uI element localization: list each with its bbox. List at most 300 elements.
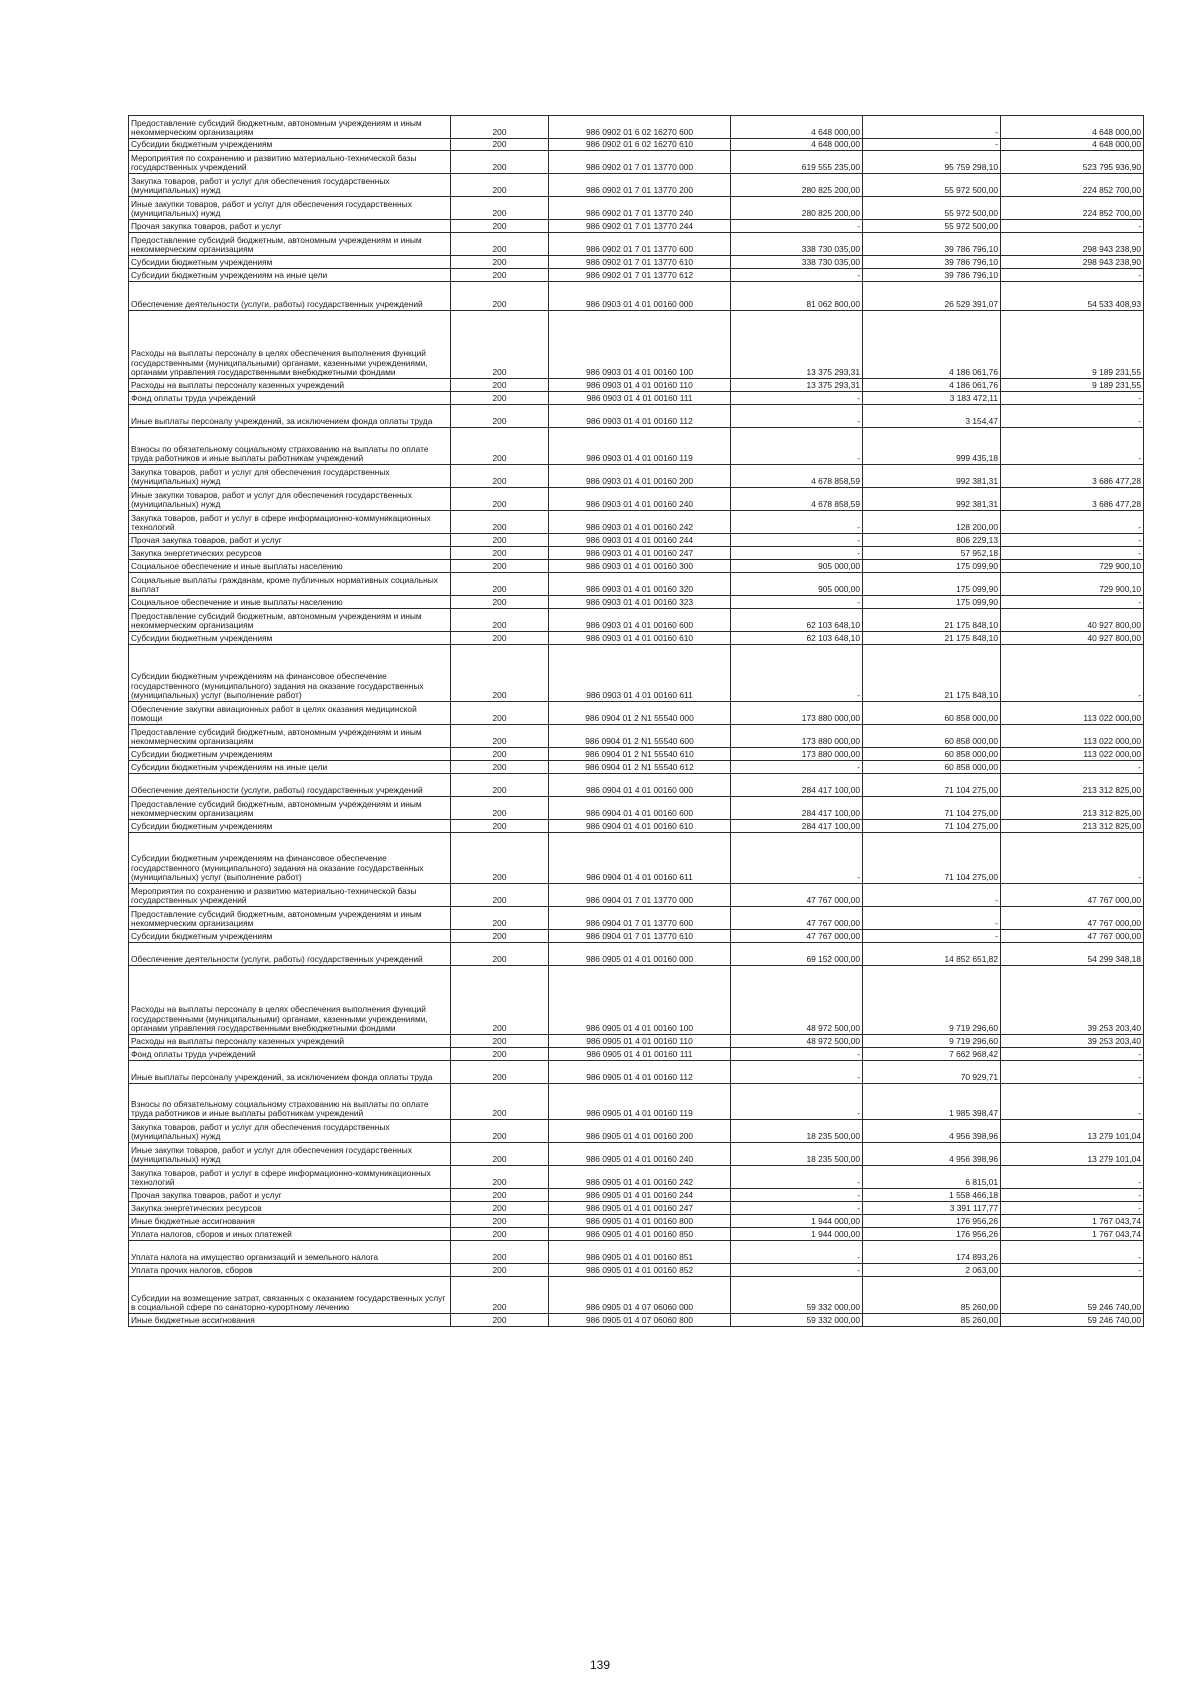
table-row: [129, 1035, 1144, 1048]
line-code: 200: [451, 884, 549, 907]
line-item-name: Субсидии бюджетным учреждениям на иные цели: [129, 269, 451, 282]
unexecuted-amount: -: [1001, 1241, 1144, 1264]
executed-amount: 39 786 796,10: [863, 269, 1001, 282]
line-item-name: Субсидии на возмещение затрат, связанных с оказанием государственных услуг в социальной сфере по санаторно-курортному лечению: [129, 1277, 451, 1314]
executed-amount: 39 786 796,10: [863, 233, 1001, 256]
approved-amount: 59 332 000,00: [731, 1277, 863, 1314]
line-item-name: Иные выплаты персоналу учреждений, за исключением фонда оплаты труда: [129, 1061, 451, 1084]
approved-amount: 1 944 000,00: [731, 1228, 863, 1241]
approved-amount: -: [731, 1061, 863, 1084]
line-code: 200: [451, 1143, 549, 1166]
approved-amount: -: [731, 761, 863, 774]
line-code: 200: [451, 220, 549, 233]
budget-classification-code: 986 0905 01 4 01 00160 100: [549, 966, 731, 1035]
executed-amount: 9 719 296,60: [863, 1035, 1001, 1048]
approved-amount: -: [731, 1189, 863, 1202]
unexecuted-amount: 1 767 043,74: [1001, 1215, 1144, 1228]
approved-amount: 284 417 100,00: [731, 820, 863, 833]
line-code: 200: [451, 233, 549, 256]
table-row: [129, 1215, 1144, 1228]
line-item-name: Прочая закупка товаров, работ и услуг: [129, 534, 451, 547]
unexecuted-amount: 39 253 203,40: [1001, 1035, 1144, 1048]
executed-amount: 6 815,01: [863, 1166, 1001, 1189]
budget-classification-code: 986 0904 01 2 N1 55540 610: [549, 748, 731, 761]
line-code: 200: [451, 1241, 549, 1264]
approved-amount: 905 000,00: [731, 573, 863, 596]
budget-execution-table: [128, 115, 1144, 1327]
line-code: 200: [451, 174, 549, 197]
unexecuted-amount: 59 246 740,00: [1001, 1277, 1144, 1314]
approved-amount: 81 062 800,00: [731, 282, 863, 311]
budget-classification-code: 986 0905 01 4 01 00160 000: [549, 943, 731, 966]
approved-amount: -: [731, 833, 863, 884]
budget-classification-code: 986 0903 01 4 01 00160 100: [549, 311, 731, 379]
executed-amount: 21 175 848,10: [863, 645, 1001, 702]
table-row: [129, 392, 1144, 405]
line-code: 200: [451, 269, 549, 282]
line-item-name: Закупка товаров, работ и услуг для обеспечения государственных (муниципальных) нужд: [129, 174, 451, 197]
line-code: 200: [451, 1264, 549, 1277]
executed-amount: 39 786 796,10: [863, 256, 1001, 269]
line-code: 200: [451, 511, 549, 534]
approved-amount: 280 825 200,00: [731, 174, 863, 197]
executed-amount: 95 759 298,10: [863, 151, 1001, 174]
executed-amount: -: [863, 116, 1001, 139]
table-row: [129, 1120, 1144, 1143]
executed-amount: 71 104 275,00: [863, 833, 1001, 884]
line-code: 200: [451, 534, 549, 547]
budget-classification-code: 986 0903 01 4 01 00160 110: [549, 379, 731, 392]
budget-classification-code: 986 0905 01 4 01 00160 850: [549, 1228, 731, 1241]
budget-classification-code: 986 0905 01 4 07 06060 800: [549, 1314, 731, 1327]
executed-amount: 175 099,90: [863, 560, 1001, 573]
table-row: [129, 116, 1144, 139]
unexecuted-amount: 298 943 238,90: [1001, 256, 1144, 269]
line-item-name: Субсидии бюджетным учреждениям на финансовое обеспечение государственного (муниципального) задания на оказание государственных (муниципальных) услуг (выполнение работ): [129, 833, 451, 884]
line-item-name: Субсидии бюджетным учреждениям: [129, 632, 451, 645]
approved-amount: -: [731, 511, 863, 534]
table-row: [129, 884, 1144, 907]
executed-amount: 55 972 500,00: [863, 220, 1001, 233]
table-body: [129, 116, 1144, 1327]
line-item-name: Иные закупки товаров, работ и услуг для обеспечения государственных (муниципальных) нужд: [129, 1143, 451, 1166]
table-row: [129, 465, 1144, 488]
approved-amount: 173 880 000,00: [731, 748, 863, 761]
executed-amount: 4 956 398,96: [863, 1143, 1001, 1166]
line-item-name: Расходы на выплаты персоналу в целях обеспечения выполнения функций государственными (муниципальными) органами, казенными учреждениями, органами управления государственными внебюджетными фондами: [129, 966, 451, 1035]
table-row: [129, 966, 1144, 1035]
unexecuted-amount: 59 246 740,00: [1001, 1314, 1144, 1327]
unexecuted-amount: 39 253 203,40: [1001, 966, 1144, 1035]
line-code: 200: [451, 820, 549, 833]
unexecuted-amount: -: [1001, 645, 1144, 702]
line-item-name: Закупка энергетических ресурсов: [129, 1202, 451, 1215]
line-code: 200: [451, 702, 549, 725]
line-item-name: Расходы на выплаты персоналу казенных учреждений: [129, 1035, 451, 1048]
line-item-name: Уплата прочих налогов, сборов: [129, 1264, 451, 1277]
executed-amount: 175 099,90: [863, 573, 1001, 596]
line-item-name: Мероприятия по сохранению и развитию материально-технической базы государственных учреждений: [129, 151, 451, 174]
line-item-name: Прочая закупка товаров, работ и услуг: [129, 1189, 451, 1202]
line-item-name: Закупка товаров, работ и услуг для обеспечения государственных (муниципальных) нужд: [129, 1120, 451, 1143]
unexecuted-amount: -: [1001, 269, 1144, 282]
budget-classification-code: 986 0905 01 4 01 00160 119: [549, 1084, 731, 1120]
executed-amount: 999 435,18: [863, 428, 1001, 465]
approved-amount: 4 648 000,00: [731, 116, 863, 139]
approved-amount: -: [731, 534, 863, 547]
unexecuted-amount: 54 299 348,18: [1001, 943, 1144, 966]
approved-amount: 48 972 500,00: [731, 966, 863, 1035]
budget-classification-code: 986 0902 01 7 01 13770 200: [549, 174, 731, 197]
line-item-name: Субсидии бюджетным учреждениям: [129, 748, 451, 761]
budget-classification-code: 986 0903 01 4 01 00160 119: [549, 428, 731, 465]
table-row: [129, 282, 1144, 311]
table-row: [129, 139, 1144, 151]
line-code: 200: [451, 761, 549, 774]
line-code: 200: [451, 748, 549, 761]
executed-amount: 128 200,00: [863, 511, 1001, 534]
budget-classification-code: 986 0904 01 2 N1 55540 612: [549, 761, 731, 774]
budget-classification-code: 986 0903 01 4 01 00160 200: [549, 465, 731, 488]
table-row: [129, 151, 1144, 174]
budget-classification-code: 986 0902 01 7 01 13770 612: [549, 269, 731, 282]
approved-amount: 4 678 858,59: [731, 488, 863, 511]
unexecuted-amount: -: [1001, 1061, 1144, 1084]
line-code: 200: [451, 116, 549, 139]
table-row: [129, 774, 1144, 797]
approved-amount: 4 648 000,00: [731, 139, 863, 151]
unexecuted-amount: -: [1001, 220, 1144, 233]
unexecuted-amount: 113 022 000,00: [1001, 725, 1144, 748]
line-item-name: Фонд оплаты труда учреждений: [129, 392, 451, 405]
line-item-name: Расходы на выплаты персоналу в целях обеспечения выполнения функций государственными (муниципальными) органами, казенными учреждениями, органами управления государственными внебюджетными фондами: [129, 311, 451, 379]
line-item-name: Прочая закупка товаров, работ и услуг: [129, 220, 451, 233]
unexecuted-amount: 113 022 000,00: [1001, 748, 1144, 761]
line-code: 200: [451, 465, 549, 488]
budget-classification-code: 986 0904 01 4 01 00160 611: [549, 833, 731, 884]
executed-amount: 71 104 275,00: [863, 820, 1001, 833]
executed-amount: 55 972 500,00: [863, 174, 1001, 197]
unexecuted-amount: 213 312 825,00: [1001, 774, 1144, 797]
line-item-name: Субсидии бюджетным учреждениям: [129, 139, 451, 151]
line-code: 200: [451, 833, 549, 884]
unexecuted-amount: -: [1001, 596, 1144, 609]
approved-amount: 48 972 500,00: [731, 1035, 863, 1048]
budget-classification-code: 986 0903 01 4 01 00160 600: [549, 609, 731, 632]
unexecuted-amount: 9 189 231,55: [1001, 311, 1144, 379]
executed-amount: 70 929,71: [863, 1061, 1001, 1084]
executed-amount: 85 260,00: [863, 1314, 1001, 1327]
unexecuted-amount: 3 686 477,28: [1001, 488, 1144, 511]
budget-classification-code: 986 0903 01 4 01 00160 247: [549, 547, 731, 560]
unexecuted-amount: 213 312 825,00: [1001, 797, 1144, 820]
budget-classification-code: 986 0903 01 4 01 00160 112: [549, 405, 731, 428]
unexecuted-amount: 47 767 000,00: [1001, 930, 1144, 943]
line-item-name: Обеспечение деятельности (услуги, работы) государственных учреждений: [129, 282, 451, 311]
table-row: [129, 1048, 1144, 1061]
line-code: 200: [451, 547, 549, 560]
budget-classification-code: 986 0904 01 7 01 13770 600: [549, 907, 731, 930]
budget-classification-code: 986 0904 01 2 N1 55540 000: [549, 702, 731, 725]
budget-classification-code: 986 0904 01 4 01 00160 000: [549, 774, 731, 797]
line-code: 200: [451, 488, 549, 511]
line-item-name: Предоставление субсидий бюджетным, автономным учреждениям и иным некоммерческим организациям: [129, 797, 451, 820]
unexecuted-amount: 729 900,10: [1001, 560, 1144, 573]
budget-classification-code: 986 0905 01 4 01 00160 240: [549, 1143, 731, 1166]
line-code: 200: [451, 282, 549, 311]
approved-amount: 284 417 100,00: [731, 774, 863, 797]
approved-amount: 284 417 100,00: [731, 797, 863, 820]
line-item-name: Закупка энергетических ресурсов: [129, 547, 451, 560]
unexecuted-amount: -: [1001, 392, 1144, 405]
executed-amount: -: [863, 139, 1001, 151]
line-item-name: Уплата налогов, сборов и иных платежей: [129, 1228, 451, 1241]
budget-classification-code: 986 0902 01 7 01 13770 244: [549, 220, 731, 233]
approved-amount: 280 825 200,00: [731, 197, 863, 220]
table-row: [129, 596, 1144, 609]
budget-classification-code: 986 0904 01 4 01 00160 610: [549, 820, 731, 833]
executed-amount: 2 063,00: [863, 1264, 1001, 1277]
budget-classification-code: 986 0903 01 4 01 00160 300: [549, 560, 731, 573]
table-row: [129, 1143, 1144, 1166]
unexecuted-amount: 9 189 231,55: [1001, 379, 1144, 392]
line-item-name: Предоставление субсидий бюджетным, автономным учреждениям и иным некоммерческим организациям: [129, 609, 451, 632]
executed-amount: 992 381,31: [863, 488, 1001, 511]
unexecuted-amount: 113 022 000,00: [1001, 702, 1144, 725]
line-item-name: Фонд оплаты труда учреждений: [129, 1048, 451, 1061]
approved-amount: 4 678 858,59: [731, 465, 863, 488]
executed-amount: 60 858 000,00: [863, 725, 1001, 748]
table-row: [129, 1189, 1144, 1202]
line-item-name: Иные бюджетные ассигнования: [129, 1314, 451, 1327]
budget-classification-code: 986 0903 01 4 01 00160 242: [549, 511, 731, 534]
table-row: [129, 907, 1144, 930]
unexecuted-amount: 224 852 700,00: [1001, 174, 1144, 197]
line-code: 200: [451, 560, 549, 573]
unexecuted-amount: -: [1001, 1202, 1144, 1215]
unexecuted-amount: -: [1001, 761, 1144, 774]
unexecuted-amount: -: [1001, 405, 1144, 428]
budget-classification-code: 986 0902 01 6 02 16270 610: [549, 139, 731, 151]
table-row: [129, 930, 1144, 943]
executed-amount: 57 952,18: [863, 547, 1001, 560]
line-item-name: Закупка товаров, работ и услуг для обеспечения государственных (муниципальных) нужд: [129, 465, 451, 488]
line-code: 200: [451, 1035, 549, 1048]
budget-classification-code: 986 0904 01 4 01 00160 600: [549, 797, 731, 820]
approved-amount: -: [731, 1241, 863, 1264]
line-item-name: Расходы на выплаты персоналу казенных учреждений: [129, 379, 451, 392]
budget-classification-code: 986 0903 01 4 01 00160 000: [549, 282, 731, 311]
approved-amount: -: [731, 220, 863, 233]
approved-amount: 59 332 000,00: [731, 1314, 863, 1327]
unexecuted-amount: -: [1001, 1084, 1144, 1120]
line-item-name: Субсидии бюджетным учреждениям: [129, 930, 451, 943]
line-item-name: Субсидии бюджетным учреждениям: [129, 820, 451, 833]
approved-amount: -: [731, 269, 863, 282]
line-item-name: Предоставление субсидий бюджетным, автономным учреждениям и иным некоммерческим организациям: [129, 725, 451, 748]
line-item-name: Субсидии бюджетным учреждениям на финансовое обеспечение государственного (муниципального) задания на оказание государственных (муниципальных) услуг (выполнение работ): [129, 645, 451, 702]
approved-amount: 18 235 500,00: [731, 1120, 863, 1143]
line-code: 200: [451, 632, 549, 645]
approved-amount: 47 767 000,00: [731, 930, 863, 943]
table-row: [129, 797, 1144, 820]
line-code: 200: [451, 1314, 549, 1327]
line-code: 200: [451, 311, 549, 379]
line-code: 200: [451, 1048, 549, 1061]
budget-classification-code: 986 0905 01 4 01 00160 242: [549, 1166, 731, 1189]
table-row: [129, 748, 1144, 761]
line-code: 200: [451, 151, 549, 174]
unexecuted-amount: 523 795 936,90: [1001, 151, 1144, 174]
approved-amount: -: [731, 392, 863, 405]
budget-classification-code: 986 0904 01 7 01 13770 000: [549, 884, 731, 907]
budget-classification-code: 986 0903 01 4 01 00160 323: [549, 596, 731, 609]
unexecuted-amount: 729 900,10: [1001, 573, 1144, 596]
approved-amount: -: [731, 1202, 863, 1215]
unexecuted-amount: -: [1001, 511, 1144, 534]
table-row: [129, 573, 1144, 596]
budget-classification-code: 986 0903 01 4 01 00160 611: [549, 645, 731, 702]
table-row: [129, 833, 1144, 884]
line-code: 200: [451, 139, 549, 151]
executed-amount: 4 956 398,96: [863, 1120, 1001, 1143]
executed-amount: 21 175 848,10: [863, 632, 1001, 645]
approved-amount: 18 235 500,00: [731, 1143, 863, 1166]
executed-amount: 26 529 391,07: [863, 282, 1001, 311]
table-row: [129, 488, 1144, 511]
unexecuted-amount: 213 312 825,00: [1001, 820, 1144, 833]
table-row: [129, 428, 1144, 465]
executed-amount: 60 858 000,00: [863, 702, 1001, 725]
budget-classification-code: 986 0905 01 4 01 00160 851: [549, 1241, 731, 1264]
approved-amount: 905 000,00: [731, 560, 863, 573]
line-code: 200: [451, 907, 549, 930]
table-row: [129, 1314, 1144, 1327]
approved-amount: -: [731, 1048, 863, 1061]
executed-amount: -: [863, 930, 1001, 943]
executed-amount: 9 719 296,60: [863, 966, 1001, 1035]
executed-amount: 1 558 466,18: [863, 1189, 1001, 1202]
table-row: [129, 1228, 1144, 1241]
approved-amount: 69 152 000,00: [731, 943, 863, 966]
table-row: [129, 1166, 1144, 1189]
line-code: 200: [451, 774, 549, 797]
line-item-name: Иные закупки товаров, работ и услуг для обеспечения государственных (муниципальных) нужд: [129, 488, 451, 511]
executed-amount: 60 858 000,00: [863, 748, 1001, 761]
executed-amount: 71 104 275,00: [863, 774, 1001, 797]
budget-classification-code: 986 0903 01 4 01 00160 111: [549, 392, 731, 405]
line-item-name: Обеспечение деятельности (услуги, работы) государственных учреждений: [129, 943, 451, 966]
executed-amount: -: [863, 884, 1001, 907]
unexecuted-amount: 40 927 800,00: [1001, 632, 1144, 645]
unexecuted-amount: -: [1001, 428, 1144, 465]
line-code: 200: [451, 1215, 549, 1228]
executed-amount: 14 852 651,82: [863, 943, 1001, 966]
line-item-name: Социальные выплаты гражданам, кроме публичных нормативных социальных выплат: [129, 573, 451, 596]
approved-amount: 1 944 000,00: [731, 1215, 863, 1228]
table-row: [129, 220, 1144, 233]
line-item-name: Социальное обеспечение и иные выплаты населению: [129, 560, 451, 573]
budget-classification-code: 986 0905 01 4 01 00160 111: [549, 1048, 731, 1061]
line-code: 200: [451, 609, 549, 632]
line-code: 200: [451, 428, 549, 465]
line-code: 200: [451, 596, 549, 609]
unexecuted-amount: 1 767 043,74: [1001, 1228, 1144, 1241]
table-row: [129, 197, 1144, 220]
unexecuted-amount: 54 533 408,93: [1001, 282, 1144, 311]
unexecuted-amount: 224 852 700,00: [1001, 197, 1144, 220]
approved-amount: 173 880 000,00: [731, 725, 863, 748]
table-row: [129, 547, 1144, 560]
executed-amount: 21 175 848,10: [863, 609, 1001, 632]
line-code: 200: [451, 379, 549, 392]
table-row: [129, 379, 1144, 392]
approved-amount: -: [731, 547, 863, 560]
executed-amount: 4 186 061,76: [863, 379, 1001, 392]
unexecuted-amount: -: [1001, 534, 1144, 547]
executed-amount: 3 154,47: [863, 405, 1001, 428]
budget-classification-code: 986 0905 01 4 01 00160 852: [549, 1264, 731, 1277]
budget-classification-code: 986 0902 01 7 01 13770 600: [549, 233, 731, 256]
line-item-name: Обеспечение закупки авиационных работ в целях оказания медицинской помощи: [129, 702, 451, 725]
table-row: [129, 511, 1144, 534]
approved-amount: 338 730 035,00: [731, 233, 863, 256]
line-code: 200: [451, 1061, 549, 1084]
budget-classification-code: 986 0902 01 7 01 13770 610: [549, 256, 731, 269]
line-item-name: Субсидии бюджетным учреждениям: [129, 256, 451, 269]
approved-amount: 62 103 648,10: [731, 632, 863, 645]
executed-amount: 806 229,13: [863, 534, 1001, 547]
table-row: [129, 256, 1144, 269]
executed-amount: 176 956,26: [863, 1215, 1001, 1228]
table-row: [129, 1264, 1144, 1277]
budget-classification-code: 986 0902 01 7 01 13770 240: [549, 197, 731, 220]
approved-amount: 62 103 648,10: [731, 609, 863, 632]
line-code: 200: [451, 1277, 549, 1314]
approved-amount: -: [731, 428, 863, 465]
table-row: [129, 761, 1144, 774]
line-item-name: Взносы по обязательному социальному страхованию на выплаты по оплате труда работников и иные выплаты работникам учреждений: [129, 1084, 451, 1120]
budget-classification-code: 986 0905 01 4 01 00160 110: [549, 1035, 731, 1048]
line-code: 200: [451, 1189, 549, 1202]
table-row: [129, 1277, 1144, 1314]
budget-classification-code: 986 0902 01 7 01 13770 000: [549, 151, 731, 174]
line-code: 200: [451, 392, 549, 405]
executed-amount: 175 099,90: [863, 596, 1001, 609]
line-code: 200: [451, 405, 549, 428]
unexecuted-amount: 13 279 101,04: [1001, 1143, 1144, 1166]
line-code: 200: [451, 197, 549, 220]
approved-amount: -: [731, 596, 863, 609]
line-code: 200: [451, 966, 549, 1035]
table-row: [129, 174, 1144, 197]
executed-amount: 55 972 500,00: [863, 197, 1001, 220]
budget-classification-code: 986 0902 01 6 02 16270 600: [549, 116, 731, 139]
budget-classification-code: 986 0905 01 4 01 00160 112: [549, 1061, 731, 1084]
line-code: 200: [451, 1166, 549, 1189]
table-row: [129, 534, 1144, 547]
table-row: [129, 645, 1144, 702]
approved-amount: 13 375 293,31: [731, 379, 863, 392]
unexecuted-amount: 298 943 238,90: [1001, 233, 1144, 256]
unexecuted-amount: 40 927 800,00: [1001, 609, 1144, 632]
line-item-name: Предоставление субсидий бюджетным, автономным учреждениям и иным некоммерческим организациям: [129, 116, 451, 139]
table-row: [129, 702, 1144, 725]
executed-amount: 85 260,00: [863, 1277, 1001, 1314]
line-code: 200: [451, 943, 549, 966]
executed-amount: 4 186 061,76: [863, 311, 1001, 379]
executed-amount: 174 893,26: [863, 1241, 1001, 1264]
